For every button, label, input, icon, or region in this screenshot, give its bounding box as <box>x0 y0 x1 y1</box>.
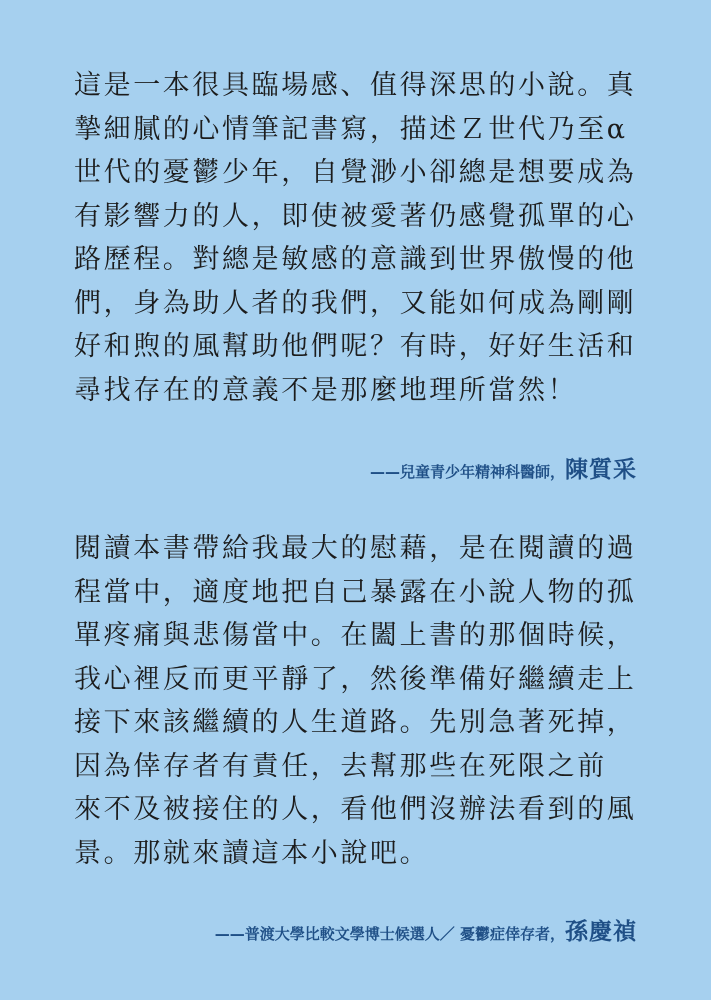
attribution-1 <box>370 451 637 484</box>
quote-line: 來不及被接住的人，看他們沒辦法看到的風 <box>74 794 637 825</box>
quote-block-1 <box>74 64 640 412</box>
quote-line: 尋找存在的意義不是那麼地理所當然！ <box>74 374 578 406</box>
quote-line: 這是一本很具臨場感、值得深思的小說。真 <box>74 70 637 101</box>
quote-line: 有影響力的人，即使被愛著仍感覺孤單的心 <box>74 200 637 232</box>
attribution-name: 孫慶禎 <box>565 919 637 945</box>
quote-line: 好和煦的風幫助他們呢？有時，好好生活和 <box>74 331 637 362</box>
quote-line: 世代的憂鬱少年，自覺渺小卻總是想要成為 <box>74 157 637 188</box>
quote-line: 因為倖存者有責任，去幫那些在死限之前 <box>74 750 607 782</box>
quote-line: 程當中，適度地把自己暴露在小說人物的孤 <box>74 576 637 608</box>
quote-line: 我心裡反而更平靜了，然後準備好繼續走上 <box>74 663 637 695</box>
attribution-2 <box>215 913 637 946</box>
quote-line: 摯細膩的心情筆記書寫，描述Ｚ世代乃至α <box>74 113 628 145</box>
quote-line: 景。那就來讀這本小說吧。 <box>74 837 430 869</box>
quote-block-2 <box>74 527 640 875</box>
quote-line: 單疼痛與悲傷當中。在闔上書的那個時候， <box>74 620 637 651</box>
attribution-title: ——兒童青少年精神科醫師， <box>369 463 565 481</box>
attribution-name: 陳質采 <box>565 457 637 483</box>
attribution-title: ——普渡大學比較文學博士候選人／ 憂鬱症倖存者， <box>214 925 565 943</box>
quote-line: 閱讀本書帶給我最大的慰藉，是在閱讀的過 <box>74 533 637 564</box>
quote-line: 路歷程。對總是敏感的意識到世界傲慢的他 <box>74 244 637 275</box>
quote-line: 們，身為助人者的我們，又能如何成為剛剛 <box>74 287 637 319</box>
quote-line: 接下來該繼續的人生道路。先別急著死掉， <box>74 707 637 738</box>
